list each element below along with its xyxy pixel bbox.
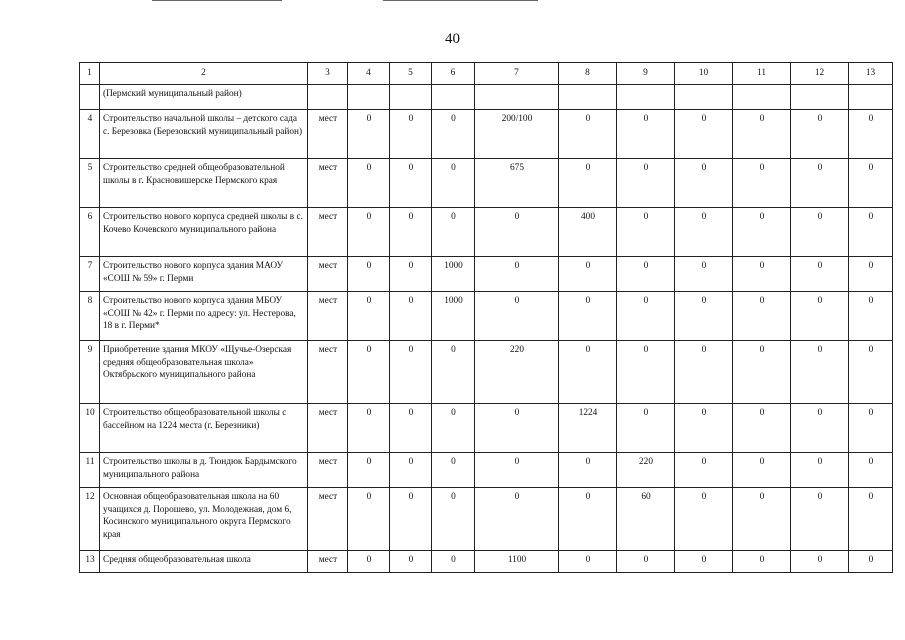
value-cell: 0	[791, 208, 849, 257]
value-cell: 0	[791, 488, 849, 551]
value-cell: 0	[432, 551, 475, 573]
value-cell: 0	[733, 208, 791, 257]
empty-cell	[617, 85, 675, 110]
value-cell: 675	[475, 159, 559, 208]
value-cell: 0	[559, 257, 617, 292]
value-cell: 0	[432, 159, 475, 208]
object-name-cell: Строительство нового корпуса здания МБОУ «СОШ № 42» г. Перми по адресу: ул. Нестерова, 18 в г. Перми*	[100, 292, 308, 341]
empty-cell	[432, 85, 475, 110]
data-table	[79, 62, 893, 573]
empty-cell	[390, 85, 432, 110]
empty-cell	[308, 85, 348, 110]
value-cell: 0	[432, 208, 475, 257]
row-number-cell: 12	[80, 488, 100, 551]
value-cell: 0	[675, 159, 733, 208]
value-cell: 0	[791, 341, 849, 404]
value-cell: 0	[733, 292, 791, 341]
value-cell: 0	[733, 257, 791, 292]
value-cell: 0	[348, 292, 390, 341]
value-cell: 0	[348, 551, 390, 573]
value-cell: 0	[791, 292, 849, 341]
value-cell: 200/100	[475, 110, 559, 159]
object-name-cell: Строительство школы в д. Тюндюк Бардымского муниципального района	[100, 453, 308, 488]
header-row	[80, 63, 893, 85]
value-cell: 0	[559, 453, 617, 488]
object-name-cell: Строительство нового корпуса средней школы в с. Кочево Кочевского муниципального района	[100, 208, 308, 257]
value-cell: 0	[849, 404, 893, 453]
top-edge-line-right	[383, 0, 538, 1]
unit-cell: мест	[308, 404, 348, 453]
empty-cell	[475, 85, 559, 110]
value-cell: 0	[390, 159, 432, 208]
row-number-cell: 4	[80, 110, 100, 159]
table-row	[80, 404, 893, 453]
unit-cell: мест	[308, 453, 348, 488]
object-name-cell: Строительство общеобразовательной школы с бассейном на 1224 места (г. Березники)	[100, 404, 308, 453]
value-cell: 0	[617, 159, 675, 208]
value-cell: 0	[617, 257, 675, 292]
unit-cell: мест	[308, 110, 348, 159]
empty-cell	[559, 85, 617, 110]
value-cell: 0	[475, 208, 559, 257]
value-cell: 0	[475, 488, 559, 551]
value-cell: 0	[475, 404, 559, 453]
value-cell: 0	[475, 257, 559, 292]
value-cell: 0	[390, 208, 432, 257]
value-cell: 0	[348, 257, 390, 292]
value-cell: 0	[733, 341, 791, 404]
value-cell: 0	[791, 257, 849, 292]
unit-cell: мест	[308, 488, 348, 551]
value-cell: 0	[675, 292, 733, 341]
value-cell: 0	[348, 488, 390, 551]
row-number-cell: 9	[80, 341, 100, 404]
value-cell: 0	[348, 453, 390, 488]
value-cell: 0	[432, 341, 475, 404]
value-cell: 0	[390, 453, 432, 488]
object-name-cell: Основная общеобразовательная школа на 60 учащихся д. Порошево, ул. Молодежная, дом 6, Косинского муниципального округа Пермского края	[100, 488, 308, 551]
value-cell: 0	[791, 453, 849, 488]
object-name-cell: Строительство нового корпуса здания МАОУ «СОШ № 59» г. Перми	[100, 257, 308, 292]
empty-cell	[675, 85, 733, 110]
header-cell: 3	[308, 63, 348, 85]
value-cell: 0	[559, 159, 617, 208]
table-row	[80, 551, 893, 573]
value-cell: 0	[675, 551, 733, 573]
table-row	[80, 159, 893, 208]
value-cell: 0	[390, 257, 432, 292]
value-cell: 0	[849, 159, 893, 208]
value-cell: 0	[791, 551, 849, 573]
value-cell: 0	[675, 257, 733, 292]
value-cell: 0	[733, 404, 791, 453]
value-cell: 0	[733, 110, 791, 159]
header-cell: 12	[791, 63, 849, 85]
value-cell: 0	[675, 341, 733, 404]
value-cell: 0	[432, 453, 475, 488]
table-row	[80, 208, 893, 257]
value-cell: 0	[849, 488, 893, 551]
value-cell: 0	[475, 453, 559, 488]
row-number-cell: 5	[80, 159, 100, 208]
value-cell: 0	[617, 551, 675, 573]
value-cell: 400	[559, 208, 617, 257]
unit-cell: мест	[308, 292, 348, 341]
value-cell: 0	[849, 453, 893, 488]
header-cell: 7	[475, 63, 559, 85]
header-cell: 5	[390, 63, 432, 85]
unit-cell: мест	[308, 257, 348, 292]
table-row	[80, 110, 893, 159]
value-cell: 0	[390, 488, 432, 551]
value-cell: 0	[390, 341, 432, 404]
table-row	[80, 292, 893, 341]
value-cell: 0	[675, 488, 733, 551]
value-cell: 0	[559, 292, 617, 341]
value-cell: 0	[617, 404, 675, 453]
table-row	[80, 453, 893, 488]
value-cell: 0	[849, 551, 893, 573]
unit-cell: мест	[308, 159, 348, 208]
header-cell: 8	[559, 63, 617, 85]
value-cell: 0	[348, 341, 390, 404]
section-row	[80, 85, 893, 110]
value-cell: 1100	[475, 551, 559, 573]
value-cell: 0	[675, 453, 733, 488]
object-name-cell: Строительство начальной школы – детского сада с. Березовка (Березовский муниципальный район)	[100, 110, 308, 159]
value-cell: 0	[849, 257, 893, 292]
header-cell: 1	[80, 63, 100, 85]
value-cell: 0	[390, 404, 432, 453]
value-cell: 0	[849, 208, 893, 257]
header-cell: 6	[432, 63, 475, 85]
header-cell: 4	[348, 63, 390, 85]
value-cell: 0	[348, 404, 390, 453]
value-cell: 1000	[432, 292, 475, 341]
value-cell: 1000	[432, 257, 475, 292]
header-cell: 13	[849, 63, 893, 85]
row-number-cell: 13	[80, 551, 100, 573]
value-cell: 0	[348, 159, 390, 208]
section-label: (Пермский муниципальный район)	[100, 85, 308, 110]
top-edge-line-left	[152, 0, 282, 1]
value-cell: 0	[849, 110, 893, 159]
value-cell: 0	[390, 551, 432, 573]
value-cell: 0	[390, 110, 432, 159]
row-number-cell: 8	[80, 292, 100, 341]
row-number-cell: 6	[80, 208, 100, 257]
object-name-cell: Приобретение здания МКОУ «Щучье-Озерская средняя общеобразовательная школа» Октябрьского муниципального района	[100, 341, 308, 404]
value-cell: 0	[791, 404, 849, 453]
header-cell: 9	[617, 63, 675, 85]
row-number-cell: 7	[80, 257, 100, 292]
value-cell: 0	[675, 404, 733, 453]
value-cell: 220	[475, 341, 559, 404]
value-cell: 0	[348, 208, 390, 257]
row-number-cell: 11	[80, 453, 100, 488]
value-cell: 0	[733, 551, 791, 573]
value-cell: 0	[617, 292, 675, 341]
empty-cell	[733, 85, 791, 110]
value-cell: 0	[390, 292, 432, 341]
value-cell: 0	[849, 341, 893, 404]
unit-cell: мест	[308, 341, 348, 404]
page-number: 40	[445, 31, 460, 47]
value-cell: 0	[559, 551, 617, 573]
unit-cell: мест	[308, 208, 348, 257]
value-cell: 0	[617, 110, 675, 159]
value-cell: 60	[617, 488, 675, 551]
table-row	[80, 341, 893, 404]
value-cell: 220	[617, 453, 675, 488]
value-cell: 0	[432, 404, 475, 453]
row-number-cell: 10	[80, 404, 100, 453]
empty-cell	[348, 85, 390, 110]
value-cell: 0	[432, 488, 475, 551]
empty-cell	[849, 85, 893, 110]
table-row	[80, 488, 893, 551]
empty-cell	[80, 85, 100, 110]
value-cell: 0	[791, 110, 849, 159]
table-row	[80, 257, 893, 292]
value-cell: 0	[733, 453, 791, 488]
value-cell: 0	[733, 159, 791, 208]
value-cell: 0	[348, 110, 390, 159]
value-cell: 0	[675, 208, 733, 257]
unit-cell: мест	[308, 551, 348, 573]
value-cell: 0	[617, 341, 675, 404]
value-cell: 0	[559, 110, 617, 159]
empty-cell	[791, 85, 849, 110]
header-cell: 2	[100, 63, 308, 85]
value-cell: 0	[791, 159, 849, 208]
value-cell: 0	[675, 110, 733, 159]
value-cell: 0	[617, 208, 675, 257]
header-cell: 10	[675, 63, 733, 85]
header-cell: 11	[733, 63, 791, 85]
value-cell: 0	[432, 110, 475, 159]
value-cell: 0	[559, 488, 617, 551]
value-cell: 0	[475, 292, 559, 341]
object-name-cell: Средняя общеобразовательная школа	[100, 551, 308, 573]
value-cell: 1224	[559, 404, 617, 453]
object-name-cell: Строительство средней общеобразовательной школы в г. Красновишерске Пермского края	[100, 159, 308, 208]
value-cell: 0	[849, 292, 893, 341]
value-cell: 0	[559, 341, 617, 404]
value-cell: 0	[733, 488, 791, 551]
